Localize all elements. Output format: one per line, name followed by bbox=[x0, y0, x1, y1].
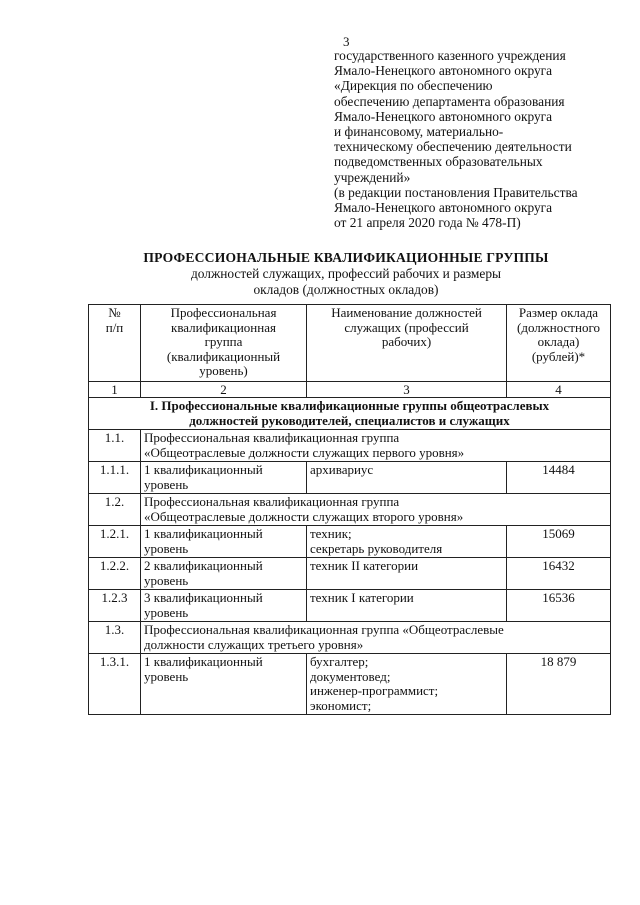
table-row bbox=[89, 654, 611, 715]
group-row bbox=[89, 494, 611, 526]
appendix-line: (в редакции постановления Правительства bbox=[334, 184, 578, 200]
section-title: I. Профессиональные квалификационные группы общеотраслевых должностей руководителей, специалистов и служащих bbox=[89, 398, 611, 430]
heading-subtitle-line2: окладов (должностных окладов) bbox=[253, 281, 439, 297]
section-row bbox=[89, 398, 611, 430]
header-no: № п/п bbox=[89, 305, 141, 382]
table-row bbox=[89, 526, 611, 558]
appendix-line: учреждений» bbox=[334, 169, 411, 185]
table-header-row bbox=[89, 305, 611, 382]
group-row bbox=[89, 622, 611, 654]
appendix-line: Ямало-Ненецкого автономного округа bbox=[334, 200, 553, 216]
qualification-level: 3 квалификационный уровень bbox=[141, 590, 307, 622]
column-index: 1 bbox=[89, 382, 141, 398]
salary-value: 18 879 bbox=[507, 654, 611, 715]
heading-title: ПРОФЕССИОНАЛЬНЫЕ КВАЛИФИКАЦИОННЫЕ ГРУППЫ bbox=[143, 250, 549, 265]
appendix-reference-block bbox=[334, 48, 634, 230]
row-number: 1.1.1. bbox=[89, 462, 141, 494]
salary-value: 14484 bbox=[507, 462, 611, 494]
table-row bbox=[89, 590, 611, 622]
salary-value: 15069 bbox=[507, 526, 611, 558]
column-index: 3 bbox=[307, 382, 507, 398]
qualification-level: 1 квалификационный уровень bbox=[141, 654, 307, 715]
salary-value: 16536 bbox=[507, 590, 611, 622]
salary-value: 16432 bbox=[507, 558, 611, 590]
qualification-groups-table bbox=[88, 304, 611, 715]
appendix-line: государственного казенного учреждения bbox=[334, 48, 566, 63]
row-number: 1.2.1. bbox=[89, 526, 141, 558]
group-row bbox=[89, 430, 611, 462]
header-salary: Размер оклада (должностного оклада) (рублей)* bbox=[507, 305, 611, 382]
position-names: техник II категории bbox=[307, 558, 507, 590]
appendix-line: подведомственных образовательных bbox=[334, 154, 543, 170]
group-title: Профессиональная квалификационная группа «Общеотраслевые должности служащих первого уровня» bbox=[141, 430, 611, 462]
appendix-line: и финансовому, материально- bbox=[334, 124, 504, 140]
heading-subtitle-line1: должностей служащих, профессий рабочих и размеры bbox=[190, 266, 502, 281]
row-number: 1.2.2. bbox=[89, 558, 141, 590]
appendix-line: Ямало-Ненецкого автономного округа bbox=[334, 108, 553, 124]
row-number: 1.3.1. bbox=[89, 654, 141, 715]
document-heading bbox=[96, 250, 596, 297]
row-number: 1.1. bbox=[89, 430, 141, 462]
group-title: Профессиональная квалификационная группа «Общеотраслевые должности служащих третьего уровня» bbox=[141, 622, 611, 654]
position-names: бухгалтер; документовед; инженер-программист; экономист; bbox=[307, 654, 507, 715]
row-number: 1.2.3 bbox=[89, 590, 141, 622]
header-group: Профессиональная квалификационная группа (квалификационный уровень) bbox=[141, 305, 307, 382]
qualification-level: 1 квалификационный уровень bbox=[141, 526, 307, 558]
page-number: 3 bbox=[343, 34, 350, 49]
table-row bbox=[89, 558, 611, 590]
header-position-name: Наименование должностей служащих (профессий рабочих) bbox=[307, 305, 507, 382]
position-names: техник; секретарь руководителя bbox=[307, 526, 507, 558]
appendix-line: от 21 апреля 2020 года № 478-П) bbox=[334, 215, 521, 231]
table-row bbox=[89, 462, 611, 494]
qualification-level: 1 квалификационный уровень bbox=[141, 462, 307, 494]
appendix-line: техническому обеспечению деятельности bbox=[334, 139, 572, 155]
column-index: 4 bbox=[507, 382, 611, 398]
position-names: техник I категории bbox=[307, 590, 507, 622]
row-number: 1.3. bbox=[89, 622, 141, 654]
row-number: 1.2. bbox=[89, 494, 141, 526]
qualification-level: 2 квалификационный уровень bbox=[141, 558, 307, 590]
group-title: Профессиональная квалификационная группа «Общеотраслевые должности служащих второго уровня» bbox=[141, 494, 611, 526]
appendix-line: обеспечению департамента образования bbox=[334, 93, 565, 109]
position-names: архивариус bbox=[307, 462, 507, 494]
column-index: 2 bbox=[141, 382, 307, 398]
appendix-line: «Дирекция по обеспечению bbox=[334, 78, 493, 94]
column-index-row bbox=[89, 382, 611, 398]
appendix-line: Ямало-Ненецкого автономного округа bbox=[334, 63, 553, 79]
